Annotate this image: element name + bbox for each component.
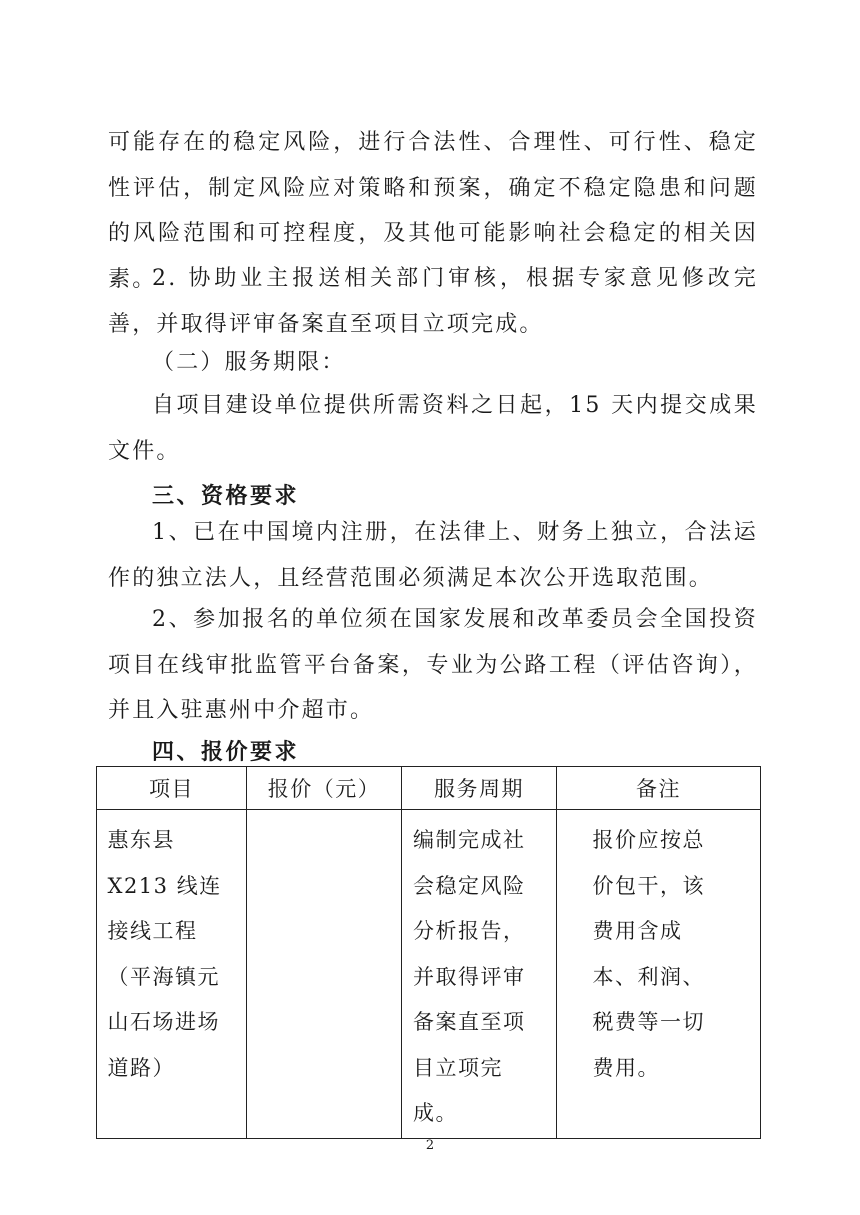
cell-project-text: 惠东县 X213 线连接线工程（平海镇元山石场进场道路） xyxy=(107,828,222,1080)
cell-service-period xyxy=(402,810,557,1139)
paragraph-risk-assessment: 可能存在的稳定风险，进行合法性、合理性、可行性、稳定性评估，制定风险应对策略和预案，确定不稳定隐患和问题的风险范围和可控程度，及其他可能影响社会稳定的相关因素。 xyxy=(108,130,758,292)
service-period-heading: （二）服务期限： xyxy=(152,350,346,375)
table-row xyxy=(97,810,761,1139)
section-4-heading: 四、报价要求 xyxy=(152,739,300,765)
cell-service-period-text: 编制完成社会稳定风险分析报告，并取得评审备案直至项目立项完成。 xyxy=(413,828,526,1125)
header-remark: 备注 xyxy=(557,767,761,810)
cell-price xyxy=(247,810,402,1139)
page-number: 2 xyxy=(425,1138,435,1153)
quote-table xyxy=(96,766,761,1139)
cell-project xyxy=(97,810,247,1139)
qualification-item-1: 1、已在中国境内注册，在法律上、财务上独立，合法运作的独立法人，且经营范围必须满足本次公开选取范围。 xyxy=(108,520,758,591)
header-price: 报价（元） xyxy=(247,767,402,810)
header-project: 项目 xyxy=(97,767,247,810)
section-3-heading: 三、资格要求 xyxy=(152,483,300,509)
qualification-item-2: 2、参加报名的单位须在国家发展和改革委员会全国投资项目在线审批监管平台备案，专业为公路工程（评估咨询），并且入驻惠州中介超市。 xyxy=(108,607,758,723)
cell-remark xyxy=(557,810,761,1139)
header-service-period: 服务周期 xyxy=(402,767,557,810)
cell-remark-text: 报价应按总价包干，该费用含成本、利润、税费等一切费用。 xyxy=(592,828,705,1080)
paragraph-item-2: 2. 协助业主报送相关部门审核，根据专家意见修改完善，并取得评审备案直至项目立项完成。 xyxy=(108,266,758,337)
service-period-text: 自项目建设单位提供所需资料之日起，15 天内提交成果文件。 xyxy=(108,393,758,464)
table-header-row xyxy=(97,767,761,810)
